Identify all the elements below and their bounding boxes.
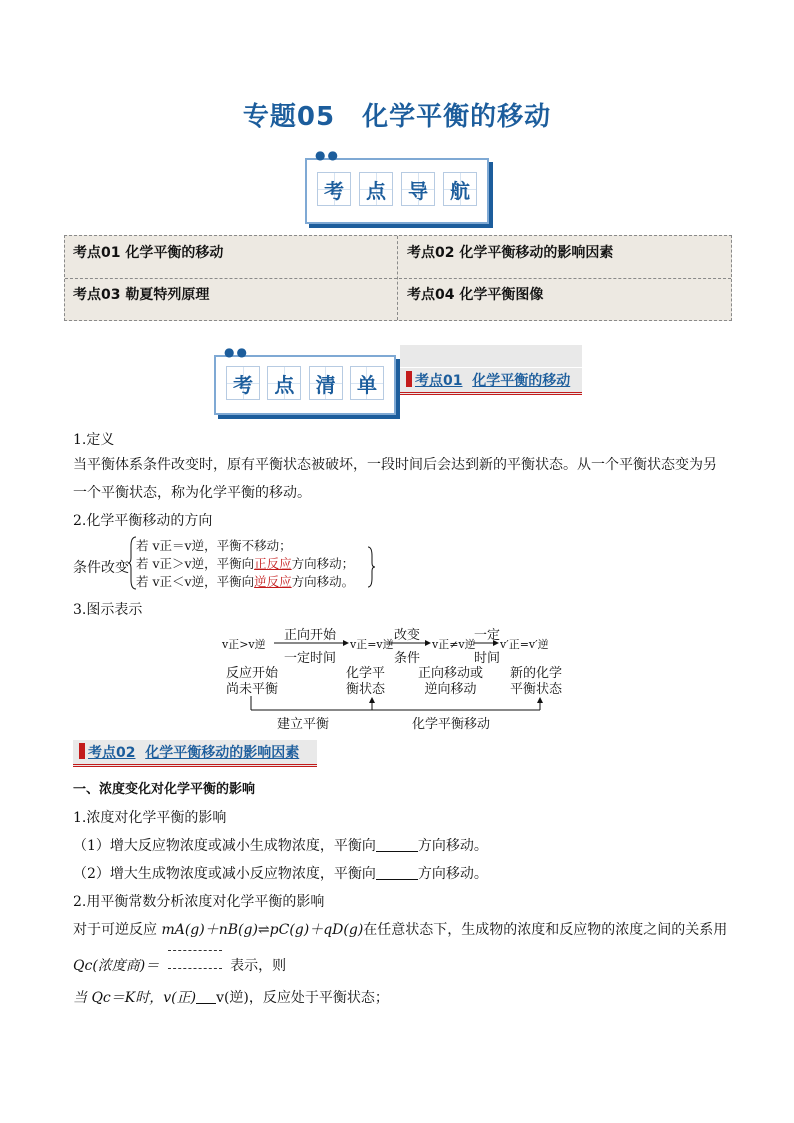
definition-line2: 一个平衡状态，称为化学平衡的移动。 xyxy=(73,485,311,501)
direction-case-1: 若 v正＝v逆，平衡不移动； xyxy=(136,538,292,553)
section-header-1: 考点01 化学平衡的移动 xyxy=(400,368,582,395)
condition-label: 条件改变 xyxy=(73,560,129,576)
process-diagram xyxy=(222,622,572,732)
arrow-top-1: 正向开始 xyxy=(284,628,337,643)
caption-4: 新的化学 平衡状态 xyxy=(510,666,563,697)
last-line: 当 Qc＝K时，v(正) v(逆)，反应处于平衡状态； xyxy=(73,990,389,1006)
badge-char: 考 xyxy=(226,366,260,400)
caption-1: 反应开始 尚未平衡 xyxy=(226,666,279,697)
direction-case-2: 若 v正＞v逆，平衡向正反应方向移动； xyxy=(136,556,355,571)
qc-line: Qc(浓度商)＝ 表示，则 xyxy=(73,954,733,976)
badge-char: 点 xyxy=(359,172,393,206)
conc-item-1: （1）增大反应物浓度或减小生成物浓度，平衡向 方向移动。 xyxy=(73,838,488,854)
badge-char: 导 xyxy=(401,172,435,206)
arrow-top-3: 一定 xyxy=(474,628,501,643)
nav-table xyxy=(64,235,732,321)
page-title: 专题05 化学平衡的移动 xyxy=(242,102,552,132)
caption-2: 化学平 衡状态 xyxy=(346,666,386,697)
nav-item-4[interactable]: 考点04 化学平衡图像 xyxy=(407,287,544,303)
badge-char: 点 xyxy=(267,366,301,400)
direction-case-3: 若 v正＜v逆，平衡向逆反应方向移动。 xyxy=(136,574,355,589)
state-4: v′正=v′逆 xyxy=(500,638,549,651)
nav-item-3[interactable]: 考点03 勒夏特列原理 xyxy=(73,287,210,303)
state-1: v正>v逆 xyxy=(222,638,266,651)
section-marker-icon xyxy=(406,371,412,387)
section-marker-icon xyxy=(79,743,85,759)
conc-h1: 1.浓度对化学平衡的影响 xyxy=(73,810,227,826)
nav-item-2[interactable]: 考点02 化学平衡移动的影响因素 xyxy=(407,245,614,261)
conc-subtitle: 一、浓度变化对化学平衡的影响 xyxy=(73,782,256,797)
illustration-heading: 3.图示表示 xyxy=(73,602,143,618)
conc-h2: 2.用平衡常数分析浓度对化学平衡的影响 xyxy=(73,894,325,910)
right-brace-icon xyxy=(366,546,376,588)
arrow-bottom-3: 时间 xyxy=(474,651,501,666)
caption-3: 正向移动或 逆向移动 xyxy=(418,666,484,697)
state-2: v正=v逆 xyxy=(350,638,394,651)
badge-char: 考 xyxy=(317,172,351,206)
arrow-bottom-1: 一定时间 xyxy=(284,651,337,666)
blank-field[interactable] xyxy=(376,865,418,880)
arrow-bottom-2: 条件 xyxy=(394,651,421,666)
pin-icon: ●● xyxy=(315,148,340,162)
blank-field[interactable] xyxy=(196,989,216,1004)
pin-icon: ●● xyxy=(224,345,249,359)
qc-fraction xyxy=(164,954,226,974)
bracket-label-2: 化学平衡移动 xyxy=(412,717,491,732)
nav-item-1[interactable]: 考点01 化学平衡的移动 xyxy=(73,245,224,261)
definition-line1: 当平衡体系条件改变时，原有平衡状态被破坏，一段时间后会达到新的平衡状态。从一个平衡状态变为另 xyxy=(73,457,717,473)
conc-item-2: （2）增大生成物浓度或减小反应物浓度，平衡向 方向移动。 xyxy=(73,866,488,882)
list-badge xyxy=(214,345,396,415)
direction-heading: 2.化学平衡移动的方向 xyxy=(73,513,213,529)
blank-field[interactable] xyxy=(376,837,418,852)
reaction-line: 对于可逆反应 mA(g)＋nB(g)⇌pC(g)＋qD(g)在任意状态下，生成物的浓度和反应物的浓度之间的关系用 xyxy=(73,922,728,938)
arrow-top-2: 改变 xyxy=(394,628,421,643)
badge-char: 清 xyxy=(309,366,343,400)
state-3: v正≠v逆 xyxy=(432,638,476,651)
section-header-2: 考点02 化学平衡移动的影响因素 xyxy=(73,740,317,767)
badge-char: 单 xyxy=(350,366,384,400)
badge-char: 航 xyxy=(443,172,477,206)
definition-heading: 1.定义 xyxy=(73,432,115,448)
bracket-label-1: 建立平衡 xyxy=(277,717,330,732)
nav-badge xyxy=(305,148,489,224)
